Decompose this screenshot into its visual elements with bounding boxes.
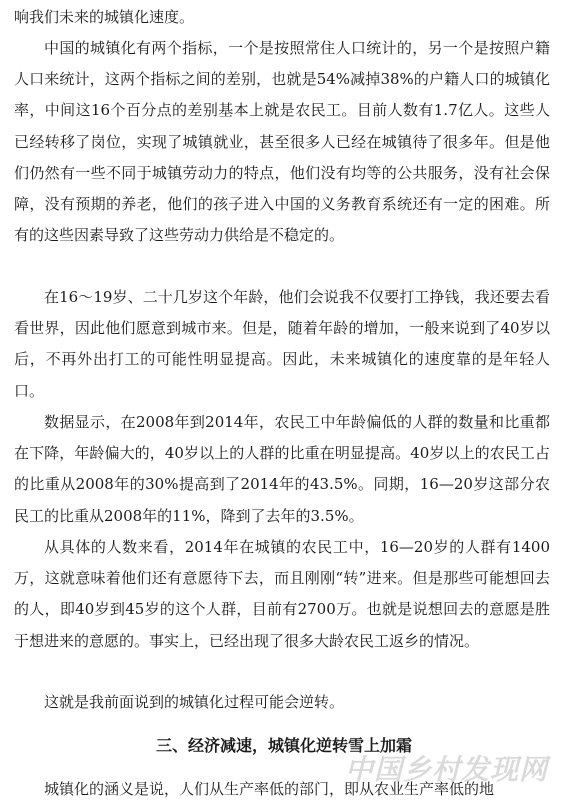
paragraph-age-factor: 在16～19岁、二十几岁这个年龄，他们会说我不仅要打工挣钱，我还要去看看世界，因此他们愿意到城市来。但是，随着年龄的增加，一般来说到了40岁以后，不再外出打工的可能性明显提高。因此，未来城镇化的速度靠的是年轻人口。 — [14, 288, 550, 400]
paragraph-data-trend: 数据显示，在2008年到2014年，农民工中年龄偏低的人群的数量和比重都在下降，年龄偏大的，40岁以上的人群的比重在明显提高。40岁以上的农民工占的比重从2008年的30%提高到了2014年的43.5%。同期，16—20岁这部分农民工的比重从2008年的11%，降到了去年的3.5%。 — [14, 413, 550, 525]
section-heading: 三、经济减速，城镇化逆转雪上加霜 — [155, 736, 412, 755]
paragraph-urbanization-indicators: 中国的城镇化有两个指标，一个是按照常住人口统计的，另一个是按照户籍人口来统计，这两个指标之间的差别，也就是54%减掉38%的户籍人口的城镇化率，中间这16个百分点的差别基本上就是农民工。目前人数有1.7亿人。这些人已经转移了岗位，实现了城镇就业，甚至很多人已经在城镇待了很多年。但是他们仍然有一些不同于城镇劳动力的特点，他们没有均等的公共服务，没有社会保障，没有预期的养老，他们的孩子进入中国的义务教育系统还有一定的困难。所有的这些因素导致了这些劳动力供给是不稳定的。 — [14, 39, 550, 245]
paragraph-definition: 城镇化的涵义是说，人们从生产率低的部门，即从农业生产率低的地 — [44, 780, 495, 798]
paragraph-headcount: 从具体的人数来看，2014年在城镇的农民工中，16—20岁的人群有1400万，这就意味着他们还有意愿待下去，而且刚刚“转”进来。但是那些可能想回去的人，即40岁到45岁的这个人群，目前有2700万。也就是说想回去的意愿是胜于想进来的意愿的。事实上，已经出现了很多大龄农民工返乡的情况。 — [14, 538, 550, 650]
watermark-logo: 中国乡村发现网 — [344, 753, 548, 786]
paragraph-continuation: 响我们未来的城镇化速度。 — [14, 8, 195, 26]
paragraph-reversal: 这就是我前面说到的城镇化过程可能会逆转。 — [44, 693, 345, 711]
